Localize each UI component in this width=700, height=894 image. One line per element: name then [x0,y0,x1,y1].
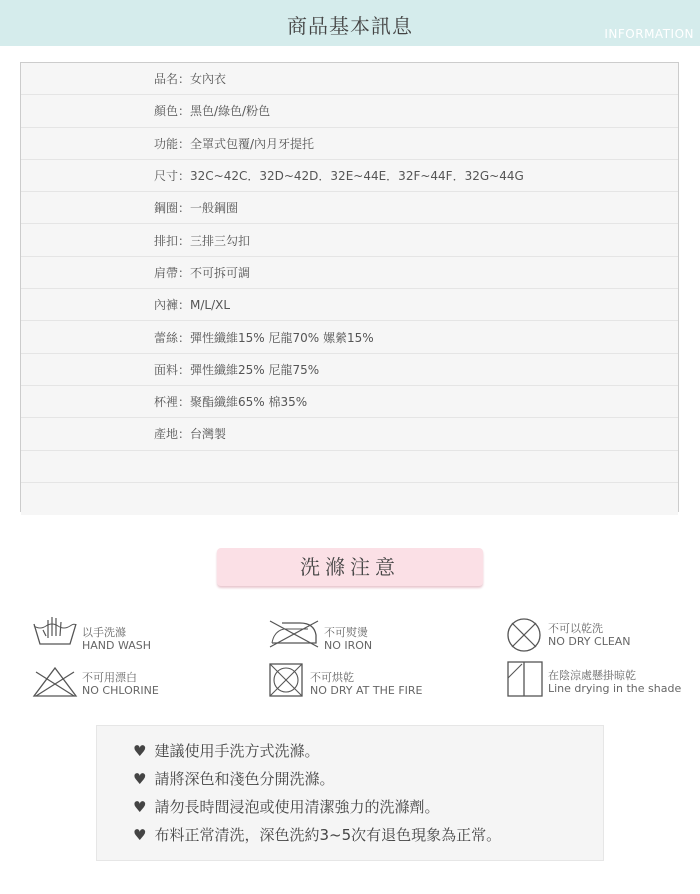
care-label-zh: 不可以乾洗 [548,622,603,635]
note-text: 請勿長時間浸泡或使用清潔強力的洗滌劑。 [154,798,440,816]
care-no-chlorine [32,666,159,698]
care-no-dry-clean [506,617,631,653]
heart-icon: ♥ [133,769,147,788]
info-row-color [21,95,678,127]
care-line-dry-shade [506,660,681,698]
info-row-text: 杯裡：聚酯纖維65% 棉35% [154,395,308,410]
info-row-text: 功能：全罩式包覆/內月牙提托 [154,136,315,151]
washing-notes-box [96,725,604,861]
info-row-text: 鋼圈：一般鋼圈 [154,201,239,216]
no-iron-icon [268,617,320,649]
info-row-strap [21,257,678,289]
care-label-zh: 不可用漂白 [82,671,137,684]
care-title: 洗滌注意 [217,548,483,586]
heart-icon: ♥ [133,741,147,760]
care-label-en: NO CHLORINE [82,684,159,697]
info-row-text: 顏色：黑色/綠色/粉色 [154,104,271,119]
info-title-en: INFORMATION [604,27,694,41]
care-label-zh: 不可熨燙 [324,626,368,639]
info-title: 商品基本訊息 [287,14,413,38]
info-row-origin [21,418,678,450]
care-no-iron [268,617,372,652]
care-label-en: NO DRY CLEAN [548,635,631,648]
info-row-panties [21,289,678,321]
care-hand-wash [32,614,151,652]
no-tumble-dry-icon [268,662,306,698]
info-row-text: 內褲：M/L/XL [154,298,231,313]
care-label-en: Line drying in the shade [548,682,682,695]
note-text: 請將深色和淺色分開洗滌。 [154,770,335,788]
info-row-cup-lining [21,386,678,418]
care-no-tumble-dry [268,662,423,698]
info-row-text: 尺寸：32C~42C．32D~42D．32E~44E．32F~44F．32G~44G [154,169,524,184]
info-row-empty [21,483,678,515]
heart-icon: ♥ [133,825,147,844]
line-dry-shade-icon [506,660,544,698]
care-label-zh: 在陰涼處懸掛晾乾 [548,669,636,682]
info-row-underwire [21,192,678,224]
note-text: 布料正常清洗，深色洗約3~5次有退色現象為正常。 [154,826,502,844]
info-row-text: 蕾絲：彈性纖維15% 尼龍70% 嫘縈15% [154,330,374,345]
no-chlorine-icon [32,666,78,698]
info-row-size [21,160,678,192]
info-row-text: 排扣：三排三勾扣 [154,233,251,248]
product-info-table [20,62,679,512]
note-item [133,796,439,817]
care-label-en: NO IRON [324,639,373,652]
hand-wash-icon [32,614,78,650]
info-header-bar [0,0,700,46]
note-item [133,768,334,789]
info-row-text: 面料：彈性纖維25% 尼龍75% [154,362,320,377]
note-text: 建議使用手洗方式洗滌。 [154,742,320,760]
info-row-lace [21,321,678,353]
care-label-zh: 不可烘乾 [310,671,354,684]
care-label-en: NO DRY AT THE FIRE [310,684,423,697]
info-row-hook [21,224,678,256]
info-row-name [21,63,678,95]
info-row-text: 品名：女內衣 [154,72,227,87]
note-item [133,824,501,845]
heart-icon: ♥ [133,797,147,816]
no-dry-clean-icon [506,617,544,653]
info-row-text: 產地：台灣製 [154,427,227,442]
info-row-fabric [21,354,678,386]
care-label-zh: 以手洗滌 [82,626,126,639]
care-label-en: HAND WASH [82,639,152,652]
note-item [133,740,319,761]
info-row-empty [21,451,678,483]
info-row-function [21,128,678,160]
info-row-text: 肩帶：不可拆可調 [154,265,251,280]
